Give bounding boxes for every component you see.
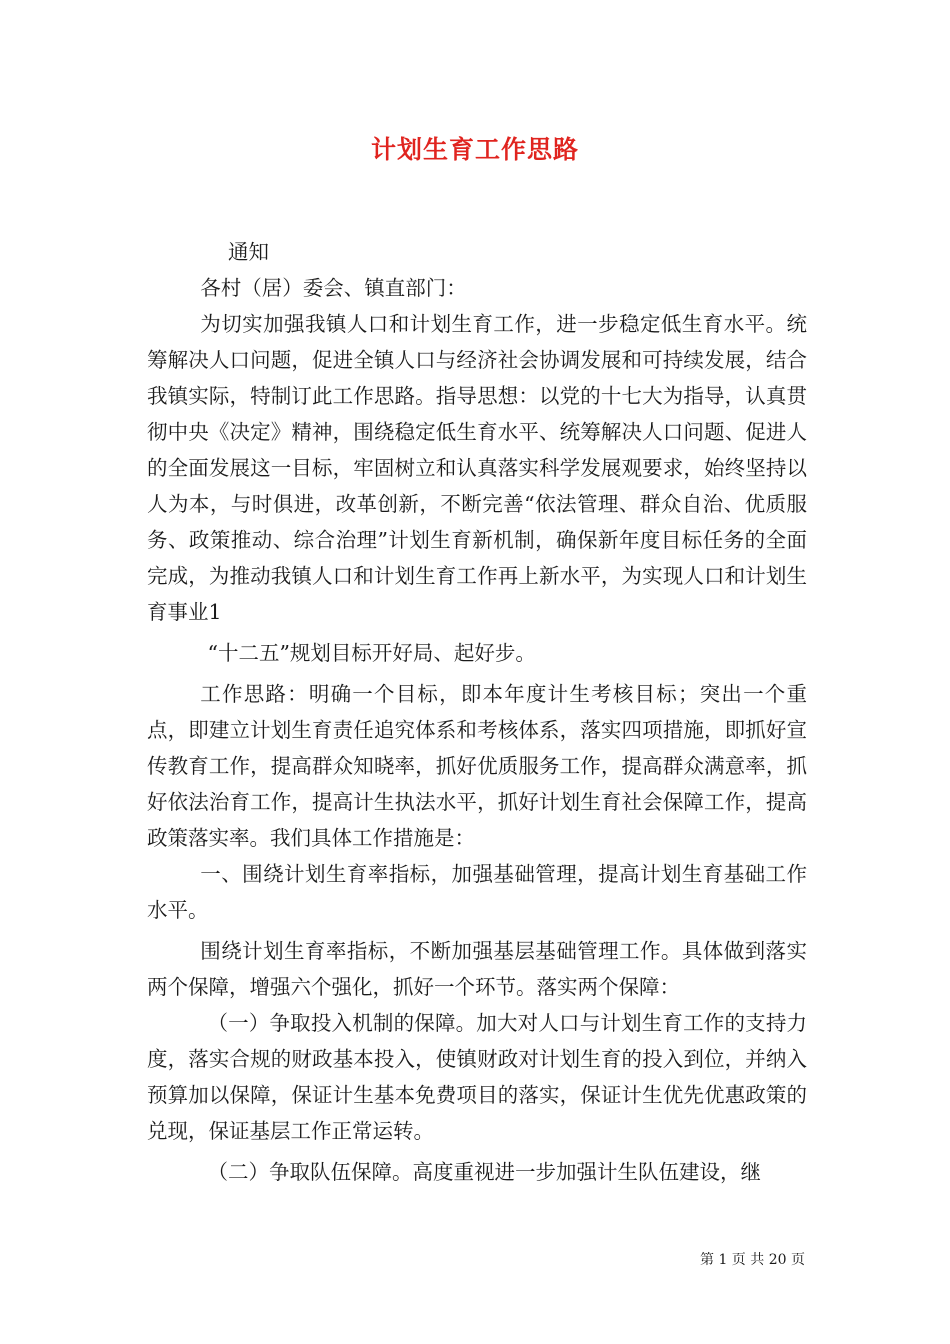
page-number: 第 1 页 共 20 页	[700, 1252, 805, 1268]
paragraph-plan-goal: “十二五”规划目标开好局、起好步。	[207, 641, 536, 665]
document-body	[147, 234, 807, 1190]
document-title: 计划生育工作思路	[370, 135, 579, 164]
paragraph-basic-management: 围绕计划生育率指标，不断加强基层基础管理工作。具体做到落实两个保障，增强六个强化，抓好一个环节。落实两个保障：	[147, 939, 807, 999]
salutation: 各村（居）委会、镇直部门：	[200, 276, 467, 300]
notice-heading: 通知	[227, 240, 269, 264]
paragraph-team-guarantee: （二）争取队伍保障。高度重视进一步加强计生队伍建设，继	[207, 1160, 761, 1184]
paragraph-work-approach: 工作思路：明确一个目标，即本年度计生考核目标；突出一个重点，即建立计划生育责任追究体系和考核体系，落实四项措施，即抓好宣传教育工作，提高群众知晓率，抓好优质服务工作，提高群众满意率，抓好依法治育工作，提高计生执法水平，抓好计划生育社会保障工作，提高政策落实率。我们具体工作措施是：	[147, 682, 807, 850]
paragraph-intro: 为切实加强我镇人口和计划生育工作，进一步稳定低生育水平。统筹解决人口问题，促进全镇人口与经济社会协调发展和可持续发展，结合我镇实际，特制订此工作思路。指导思想：以党的十七大为指导，认真贯彻中央《决定》精神，围绕稳定低生育水平、统筹解决人口问题、促进人的全面发展这一目标，牢固树立和认真落实科学发展观要求，始终坚持以人为本，与时俱进，改革创新，不断完善“依法管理、群众自治、优质服务、政策推动、综合治理”计划生育新机制，确保新年度目标任务的全面完成，为推动我镇人口和计划生育工作再上新水平，为实现人口和计划生育事业1	[147, 312, 807, 624]
section-heading-1: 一、围绕计划生育率指标，加强基础管理，提高计划生育基础工作水平。	[147, 862, 807, 922]
paragraph-investment-guarantee: （一）争取投入机制的保障。加大对人口与计划生育工作的支持力度，落实合规的财政基本投入，使镇财政对计划生育的投入到位，并纳入预算加以保障，保证计生基本免费项目的落实，保证计生优先优惠政策的兑现，保证基层工作正常运转。	[147, 1011, 807, 1143]
